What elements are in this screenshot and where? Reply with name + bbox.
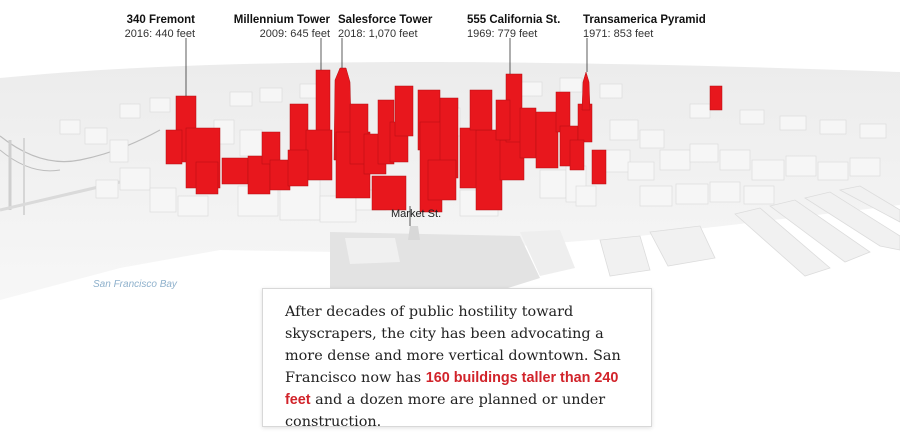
label-transamerica-pyramid — [583, 13, 706, 41]
label-name: Millennium Tower — [233, 14, 330, 26]
label-name: 555 California St. — [467, 14, 561, 26]
label-name: Transamerica Pyramid — [583, 14, 706, 26]
caption-after: and a dozen more are planned or under construction. — [285, 392, 606, 430]
caption-card — [262, 288, 652, 430]
caption-before: After decades of public hostility toward skyscrapers, the city has been advocating a more dense and more vertical downtown. San Francisco now has — [285, 304, 621, 386]
label-name: Salesforce Tower — [338, 14, 433, 26]
label-millennium-tower — [230, 13, 330, 41]
label-name: 340 Fremont — [126, 14, 195, 26]
caption-highlight: 160 buildings taller than 240 feet — [285, 370, 619, 408]
label-detail: 1969: 779 feet — [467, 28, 538, 40]
label-detail: 2009: 645 feet — [259, 28, 330, 40]
label-detail: 1971: 853 feet — [583, 28, 654, 40]
label-detail: 2016: 440 feet — [124, 28, 195, 40]
label-555-california — [467, 13, 560, 41]
caption-text — [285, 301, 629, 433]
label-detail: 2018: 1,070 feet — [338, 28, 418, 40]
label-salesforce-tower — [338, 13, 432, 41]
bay-label: San Francisco Bay — [93, 279, 177, 290]
market-street-label: Market St. — [391, 208, 442, 220]
label-340-fremont — [110, 13, 195, 41]
